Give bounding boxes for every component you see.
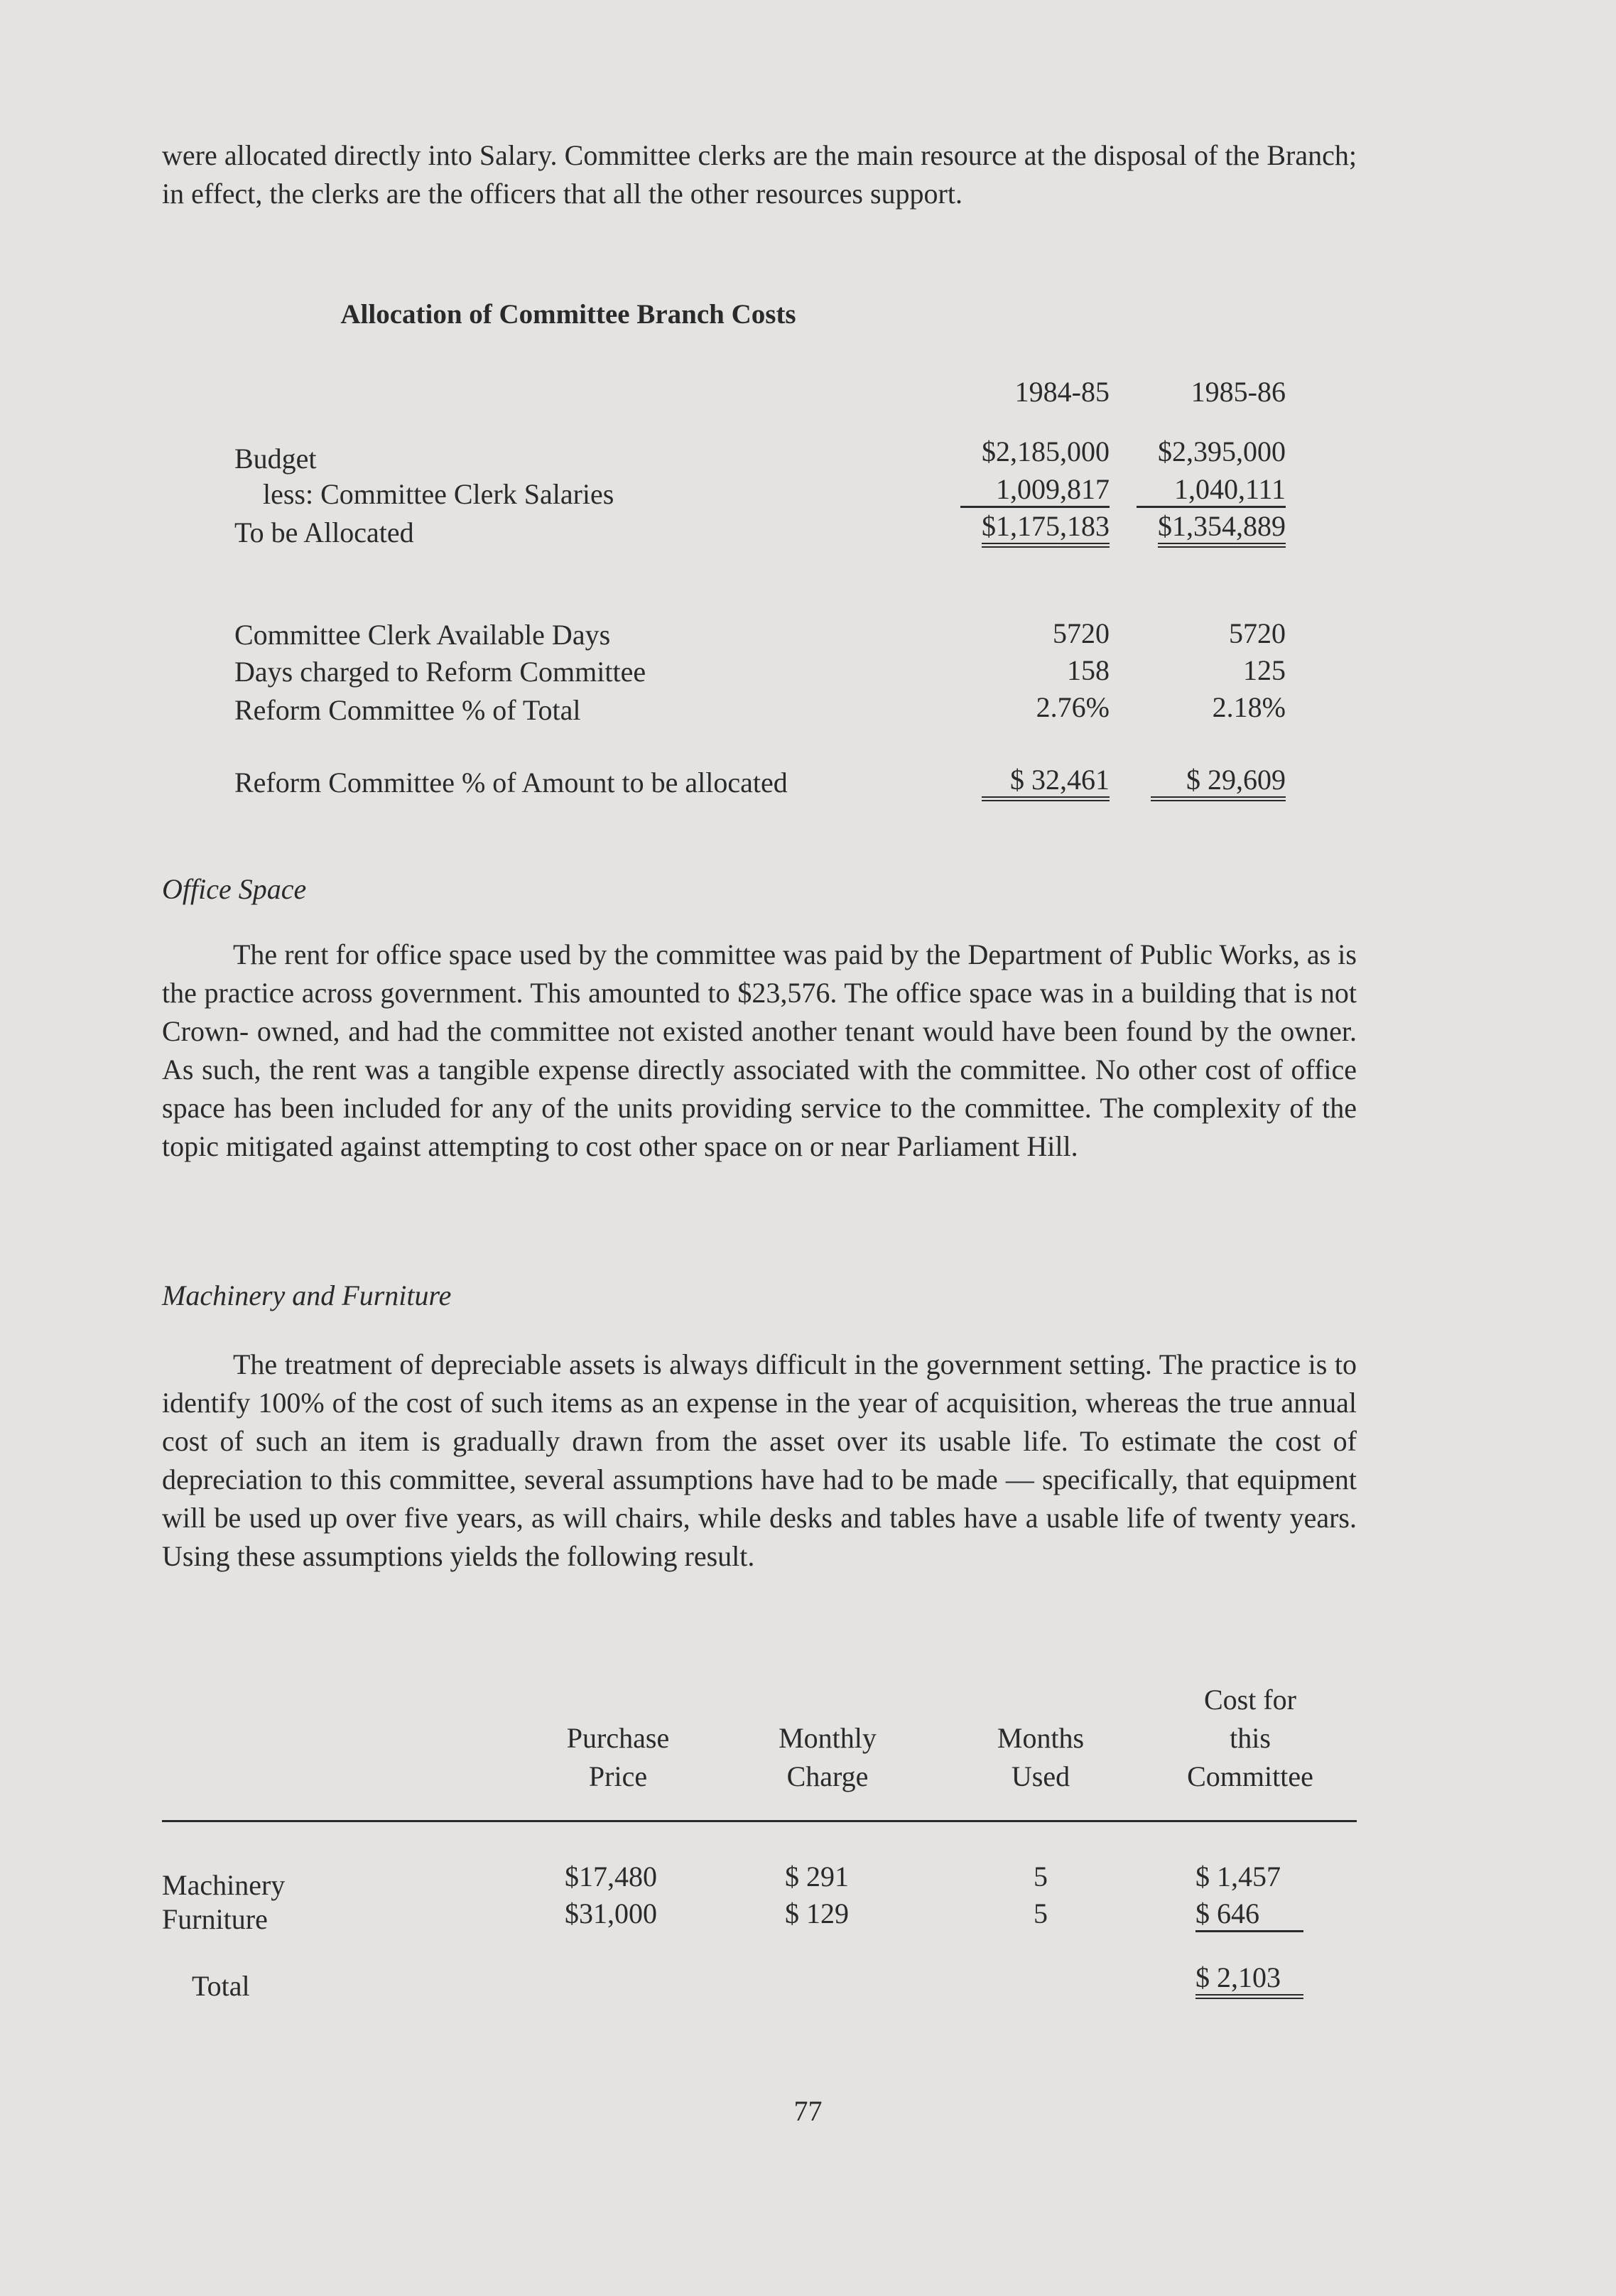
cost-months-used: 5: [1034, 1861, 1048, 1892]
cost-row-label: Furniture: [162, 1903, 268, 1935]
allocation-col-header-1985: 1985-86: [1191, 376, 1286, 408]
allocation-value: 5720: [1053, 617, 1110, 649]
allocation-row-label: Reform Committee % of Amount to be allocated: [234, 767, 788, 798]
machinery-paragraph: The treatment of depreciable assets is always difficult in the government setting. The practice is to identify 100% of the cost of such items as an expense in the year of acquisition, whereas the true annual cost of such an item is gradually drawn from the asset over its usable life. To estimate the cost of depreciation to this committee, several assumptions have had to be made — specifically, that equipment will be used up over five years, as will chairs, while desks and tables have a usable life of twenty years. Using these assumptions yields the following result.: [162, 1348, 1357, 1572]
cost-purchase-price: $31,000: [565, 1897, 657, 1929]
allocation-value: 2.76%: [1036, 691, 1110, 723]
allocation-row-label: To be Allocated: [234, 516, 414, 548]
cost-for-committee: $ 646: [1195, 1897, 1303, 1932]
allocation-value: 2.18%: [1212, 691, 1286, 723]
header-monthly-charge: Monthly Charge: [779, 1722, 877, 1792]
allocation-value: 1,009,817: [960, 472, 1110, 508]
intro-paragraph: were allocated directly into Salary. Committee clerks are the main resource at the disposal of the Branch; in effect, the clerks are the officers that all the other resources support.: [162, 139, 1357, 210]
allocation-value: $ 32,461: [982, 763, 1110, 801]
allocation-value: $2,185,000: [982, 435, 1110, 467]
allocation-row-label: Reform Committee % of Total: [234, 694, 581, 726]
allocation-value: 1,040,111: [1137, 472, 1286, 508]
header-purchase-price: Purchase Price: [566, 1722, 670, 1792]
machinery-heading: Machinery and Furniture: [162, 1279, 452, 1311]
cost-purchase-price: $17,480: [565, 1861, 657, 1892]
header-cost-for-committee: Cost for this Committee: [1187, 1684, 1313, 1792]
office-space-paragraph: The rent for office space used by the committee was paid by the Department of Public Works, as is the practice across government. This amounted to $23,576. The office space was in a building that is not Crown- owned, and had the committee not existed another tenant would have been found by the owner. As such, the rent was a tangible expense directly associated with the committee. No other cost of office space has been included for any of the units providing service to the committee. The complexity of the topic mitigated against attempting to cost other space on or near Parliament Hill.: [162, 938, 1357, 1162]
allocation-value: $1,175,183: [982, 509, 1110, 548]
office-space-heading: Office Space: [162, 873, 307, 905]
total-value: $ 2,103: [1195, 1961, 1303, 1999]
allocation-row-label: less: Committee Clerk Salaries: [263, 478, 614, 510]
cost-months-used: 5: [1034, 1897, 1048, 1929]
allocation-value: $1,354,889: [1158, 509, 1286, 548]
cost-monthly-charge: $ 291: [785, 1861, 849, 1892]
cost-for-committee: $ 1,457: [1195, 1861, 1281, 1892]
allocation-row-label: Committee Clerk Available Days: [234, 619, 611, 651]
allocation-value: $2,395,000: [1158, 435, 1286, 467]
cost-row-label: Machinery: [162, 1869, 286, 1901]
allocation-heading: Allocation of Committee Branch Costs: [340, 299, 796, 330]
allocation-row-label: Days charged to Reform Committee: [234, 656, 646, 688]
page-number: 77: [793, 2095, 823, 2127]
allocation-row-label: Budget: [234, 443, 317, 475]
allocation-value: 125: [1243, 654, 1286, 686]
header-months-used: Months Used: [997, 1722, 1085, 1792]
allocation-value: $ 29,609: [1151, 763, 1286, 801]
allocation-value: 158: [1067, 654, 1110, 686]
total-label: Total: [192, 1970, 250, 2002]
allocation-col-header-1984: 1984-85: [1014, 376, 1110, 408]
cost-monthly-charge: $ 129: [785, 1897, 849, 1929]
table-header-rule: [162, 1820, 1357, 1822]
allocation-value: 5720: [1229, 617, 1286, 649]
